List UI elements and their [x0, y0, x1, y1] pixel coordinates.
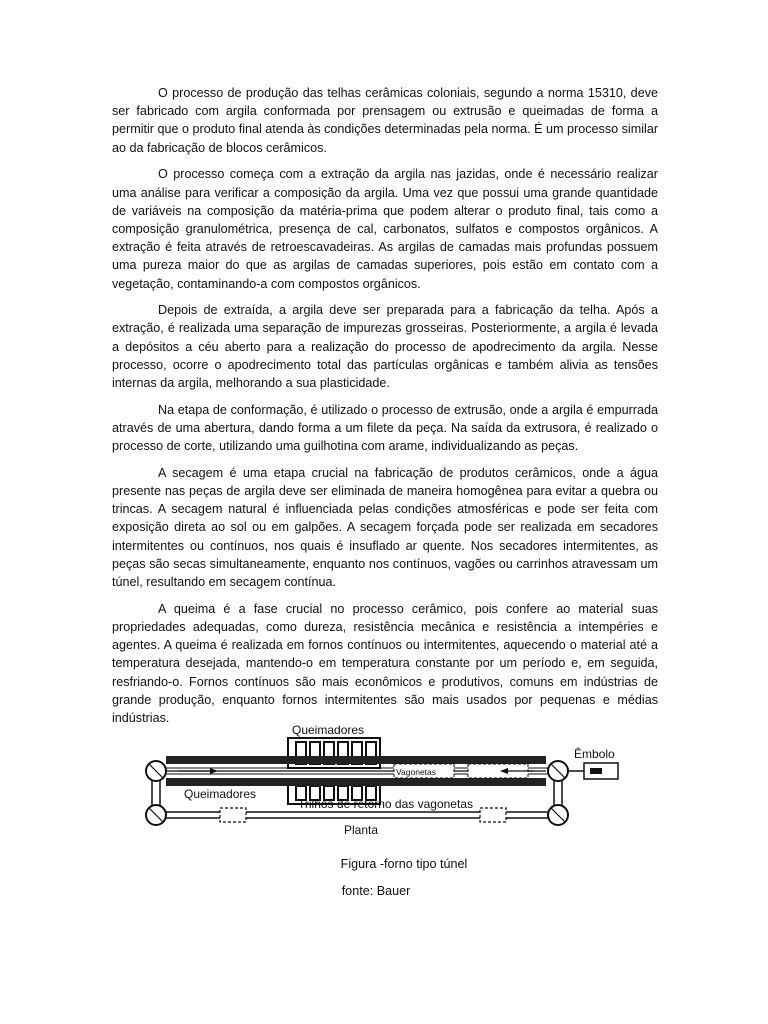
figure-caption: Figura -forno tipo túnel — [340, 857, 468, 871]
paragraph-6: A queima é a fase crucial no processo cerâmico, pois confere ao material suas propriedades adequadas, como dureza, resistência mecânica e resistência a intempéries e agentes. A queima é realizada em fornos contínuos ou intermitentes, aquecendo o material até a temperatura desejada, mantendo-o em temperatura constante por um período e, em seguida, resfriando-o. Fornos contínuos são mais econômicos e produtivos, comuns em indústrias de grande produção, enquanto fornos intermitentes são mais usados por pequenas e médias indústrias. — [112, 601, 658, 725]
label-planta: Planta — [344, 823, 379, 837]
return-wagon — [480, 808, 506, 822]
figure-source: fonte: Bauer — [341, 884, 411, 898]
tunnel-kiln-diagram — [138, 720, 628, 840]
kiln-wall-top — [166, 756, 546, 764]
label-queimadores-bottom: Queimadores — [184, 787, 257, 801]
kiln-wall-bottom — [166, 778, 546, 786]
paragraph-4: Na etapa de conformação, é utilizado o processo de extrusão, onde a argila é empurrada através de uma abertura, dando forma a um filete da peça. Na saída da extrusora, é realizado o processo de corte, utilizando uma guilhotina com arame, individualizando as peças. — [112, 402, 658, 454]
return-wagon — [220, 808, 246, 822]
paragraph-3: Depois de extraída, a argila deve ser preparada para a fabricação da telha. Após a extração, é realizada uma separação de impurezas grosseiras. Posteriormente, a argila é levada a depósitos a céu aberto para a realização do processo de apodrecimento da argila. Nesse processo, ocorre o apodrecimento total das partículas orgânicas e também alivia as tensões internas da argila, melhorando a sua plasticidade. — [112, 303, 658, 391]
document-body — [112, 84, 658, 736]
paragraph-2: O processo começa com a extração da argila nas jazidas, onde é necessário realizar uma análise para verificar a composição da argila. Uma vez que possui uma grande quantidade de variáveis na composição da matéria-prima que podem alterar o produto final, tais como a composição granulométrica, presença de cal, carbonatos, sulfatos e compostos orgânicos. A extração é feita através de retroescavadeiras. As argilas de camadas mais profundas possuem uma pureza maior do que as argilas de camadas superiores, pois estão em contato com a vegetação, contaminando-a com compostos orgânicos. — [112, 167, 658, 291]
label-vagonetas: Vagonetas — [396, 767, 437, 777]
label-queimadores-top: Queimadores — [292, 723, 365, 737]
label-trilhos: Trilhos de retorno das vagonetas — [298, 797, 473, 811]
tunnel-kiln-figure — [138, 720, 628, 840]
label-embolo: Êmbolo — [574, 747, 615, 761]
paragraph-5: A secagem é uma etapa crucial na fabricação de produtos cerâmicos, onde a água presente nas peças de argila deve ser eliminada de maneira homogênea para evitar a quebra ou trincas. A secagem natural é influenciada pelas condições atmosféricas e pode ser feita com exposição direta ao sol ou em galpões. A secagem forçada pode ser realizada em secadores intermitentes ou contínuos, nos quais é insuflado ar quente. Nos secadores intermitentes, as peças são secas simultaneamente, enquanto nos contínuos, vagões ou carrinhos atravessam um túnel, resultando em secagem contínua. — [112, 465, 658, 590]
paragraph-1: O processo de produção das telhas cerâmicas coloniais, segundo a norma 15310, deve ser fabricado com argila conformada por prensagem ou extrusão e queimadas de forma a permitir que o produto final atenda às condições determinadas pela norma. É um processo similar ao da fabricação de blocos cerâmicos. — [112, 86, 659, 155]
